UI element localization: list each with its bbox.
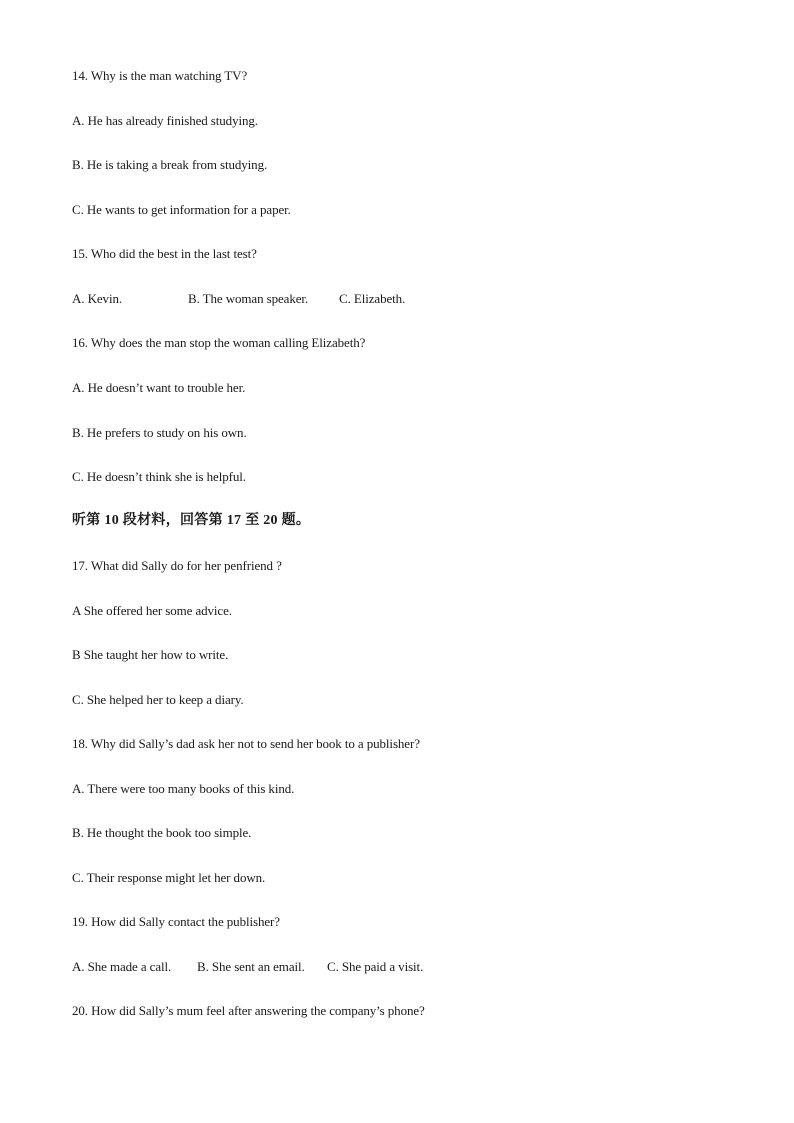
question-18: 18. Why did Sally’s dad ask her not to send her book to a publisher? — [72, 736, 420, 751]
question-15: 15. Who did the best in the last test? — [72, 246, 257, 261]
option-15-b: B. The woman speaker. — [188, 291, 309, 306]
option-15-a: A. Kevin. — [72, 291, 123, 306]
option-18-c: C. Their response might let her down. — [72, 870, 266, 885]
option-19-b: B. She sent an email. — [197, 959, 305, 974]
option-17-a: A She offered her some advice. — [72, 603, 232, 618]
option-17-b: B She taught her how to write. — [72, 647, 229, 662]
option-16-c: C. He doesn’t think she is helpful. — [72, 469, 246, 484]
option-19-c: C. She paid a visit. — [327, 959, 424, 974]
option-16-b: B. He prefers to study on his own. — [72, 425, 247, 440]
option-14-c: C. He wants to get information for a paper. — [72, 202, 291, 217]
section-heading: 听第 10 段材料，回答第 17 至 20 题。 — [72, 513, 311, 528]
option-16-a: A. He doesn’t want to trouble her. — [72, 380, 246, 395]
option-14-a: A. He has already finished studying. — [72, 113, 258, 128]
question-16: 16. Why does the man stop the woman calling Elizabeth? — [72, 335, 366, 350]
option-14-b: B. He is taking a break from studying. — [72, 157, 268, 172]
question-14: 14. Why is the man watching TV? — [72, 68, 248, 83]
options-19-row — [72, 959, 423, 975]
option-19-a: A. She made a call. — [72, 959, 172, 974]
option-17-c: C. She helped her to keep a diary. — [72, 692, 244, 707]
option-18-a: A. There were too many books of this kind. — [72, 781, 295, 796]
options-15-row — [72, 291, 405, 307]
question-20: 20. How did Sally’s mum feel after answering the company’s phone? — [72, 1003, 425, 1018]
option-18-b: B. He thought the book too simple. — [72, 825, 252, 840]
question-17: 17. What did Sally do for her penfriend ? — [72, 558, 282, 573]
question-19: 19. How did Sally contact the publisher? — [72, 914, 280, 929]
option-15-c: C. Elizabeth. — [339, 291, 406, 306]
